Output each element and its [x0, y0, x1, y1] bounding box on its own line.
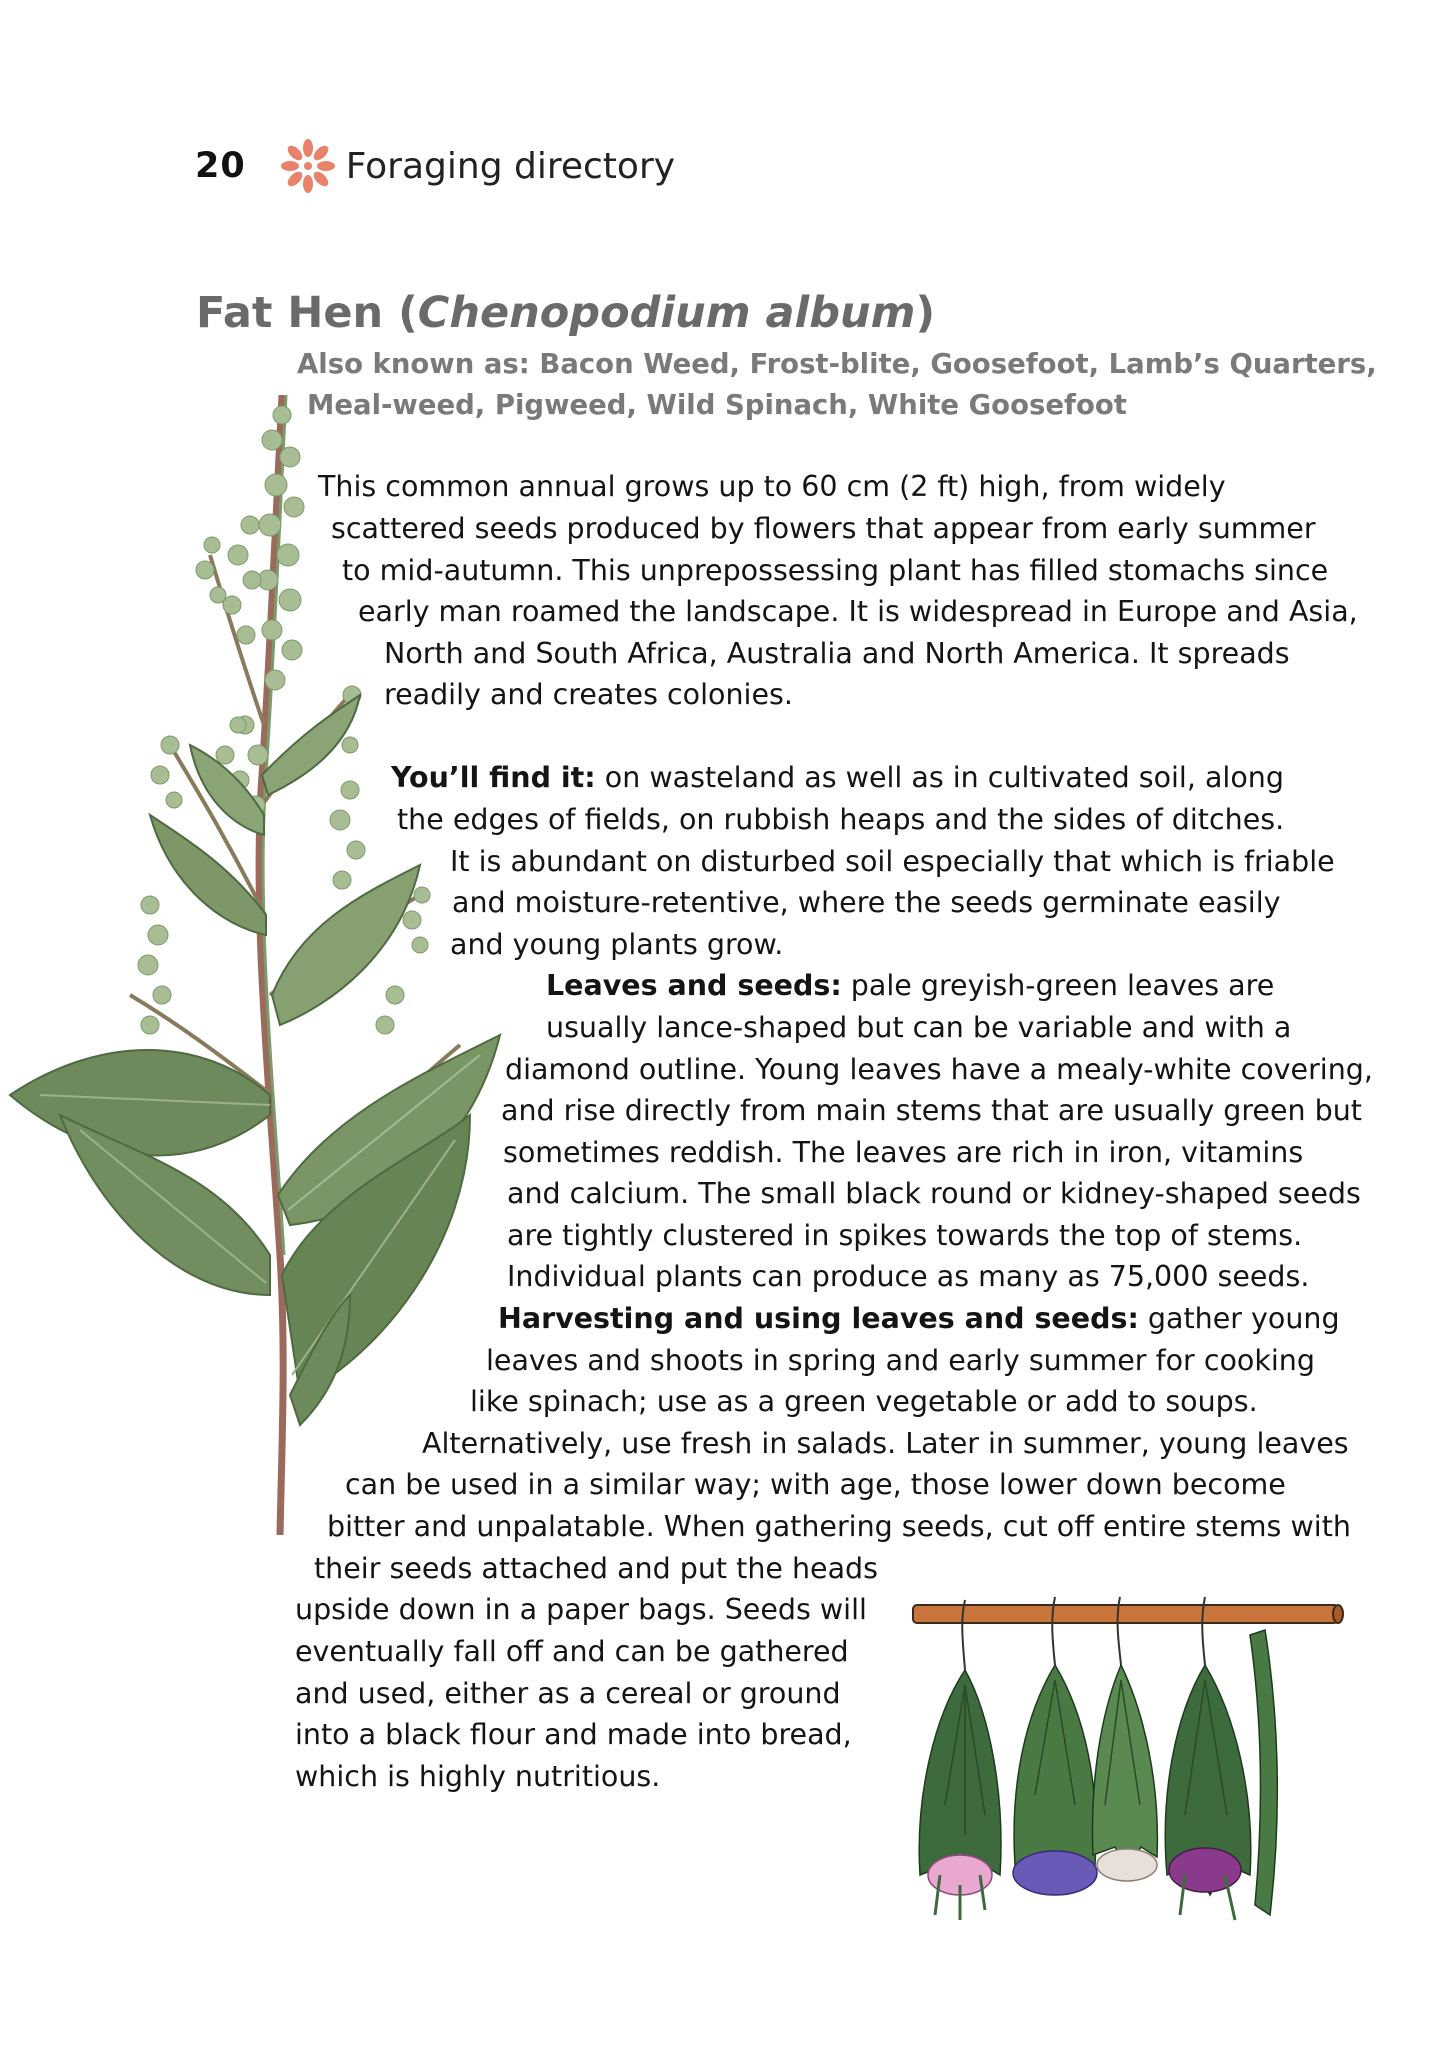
- leaves-first: pale greyish-green leaves are: [841, 969, 1275, 1002]
- harvest-label: Harvesting and using leaves and seeds:: [498, 1302, 1139, 1335]
- harvest-line-8: upside down in a paper bags. Seeds will: [295, 1593, 867, 1626]
- harvest-line-7: their seeds attached and put the heads: [314, 1552, 878, 1585]
- running-header: [195, 138, 675, 194]
- page-number: 20: [195, 146, 246, 186]
- harvest-line-4: Alternatively, use fresh in salads. Later in summer, young leaves: [422, 1427, 1349, 1460]
- leaves-line-2: usually lance-shaped but can be variable and with a: [546, 1011, 1292, 1044]
- also-known-as-line-1: Also known as: Bacon Weed, Frost-blite, Goosefoot, Lamb’s Quarters,: [297, 348, 1377, 380]
- find-line-3: It is abundant on disturbed soil especially that which is friable: [450, 845, 1335, 878]
- find-line-5: and young plants grow.: [450, 928, 784, 961]
- drying-rod: [913, 1605, 1338, 1623]
- common-name: Fat Hen (: [196, 288, 418, 338]
- find-first: on wasteland as well as in cultivated soil, along: [595, 761, 1284, 794]
- harvest-line-6: bitter and unpalatable. When gathering seeds, cut off entire stems with: [327, 1510, 1351, 1543]
- find-line-1: [391, 761, 1284, 794]
- harvest-line-2: leaves and shoots in spring and early summer for cooking: [486, 1344, 1315, 1377]
- herb-bunch: [919, 1670, 1001, 1920]
- harvest-line-5: can be used in a similar way; with age, those lower down become: [345, 1468, 1286, 1501]
- hanging-drying-herbs-illustration: [905, 1575, 1345, 1930]
- find-line-4: and moisture-retentive, where the seeds germinate easily: [452, 886, 1281, 919]
- harvest-line-1: [498, 1302, 1340, 1335]
- intro-line-1: This common annual grows up to 60 cm (2 ft) high, from widely: [318, 470, 1226, 503]
- herb-bunch: [1165, 1665, 1250, 1920]
- find-label: You’ll find it:: [391, 761, 596, 794]
- intro-line-3: to mid-autumn. This unprepossessing plant has filled stomachs since: [342, 554, 1329, 587]
- intro-line-5: North and South Africa, Australia and North America. It spreads: [384, 637, 1290, 670]
- leaves-line-4: and rise directly from main stems that are usually green but: [501, 1094, 1362, 1127]
- leaves-line-5: sometimes reddish. The leaves are rich in iron, vitamins: [503, 1136, 1304, 1169]
- herb-bunch: [1092, 1665, 1157, 1881]
- also-known-as-line-2: Meal-weed, Pigweed, Wild Spinach, White Goosefoot: [307, 389, 1127, 421]
- leaves-line-1: [546, 969, 1275, 1002]
- section-title: Foraging directory: [345, 145, 676, 187]
- harvest-line-10: and used, either as a cereal or ground: [295, 1677, 841, 1710]
- intro-line-6: readily and creates colonies.: [384, 678, 793, 711]
- leaves-line-7: are tightly clustered in spikes towards the top of stems.: [507, 1219, 1303, 1252]
- harvest-line-11: into a black flour and made into bread,: [295, 1718, 852, 1751]
- entry-title: [196, 288, 935, 338]
- harvest-first: gather young: [1138, 1302, 1340, 1335]
- flower-icon: [280, 138, 336, 194]
- plant-leaf: [150, 815, 266, 935]
- harvest-line-12: which is highly nutritious.: [295, 1760, 661, 1793]
- leaves-line-3: diamond outline. Young leaves have a mealy-white covering,: [505, 1053, 1373, 1086]
- herb-bunch: [1013, 1665, 1097, 1895]
- leaves-label: Leaves and seeds:: [546, 969, 842, 1002]
- intro-line-4: early man roamed the landscape. It is widespread in Europe and Asia,: [358, 595, 1358, 628]
- find-line-2: the edges of fields, on rubbish heaps and the sides of ditches.: [397, 803, 1285, 836]
- harvest-line-3: like spinach; use as a green vegetable or add to soups.: [470, 1385, 1258, 1418]
- leaves-line-8: Individual plants can produce as many as 75,000 seeds.: [507, 1260, 1310, 1293]
- title-close-paren: ): [915, 288, 936, 338]
- harvest-line-9: eventually fall off and can be gathered: [295, 1635, 849, 1668]
- leaves-line-6: and calcium. The small black round or kidney-shaped seeds: [507, 1177, 1361, 1210]
- latin-name: Chenopodium album: [417, 288, 916, 338]
- intro-line-2: scattered seeds produced by flowers that appear from early summer: [331, 512, 1316, 545]
